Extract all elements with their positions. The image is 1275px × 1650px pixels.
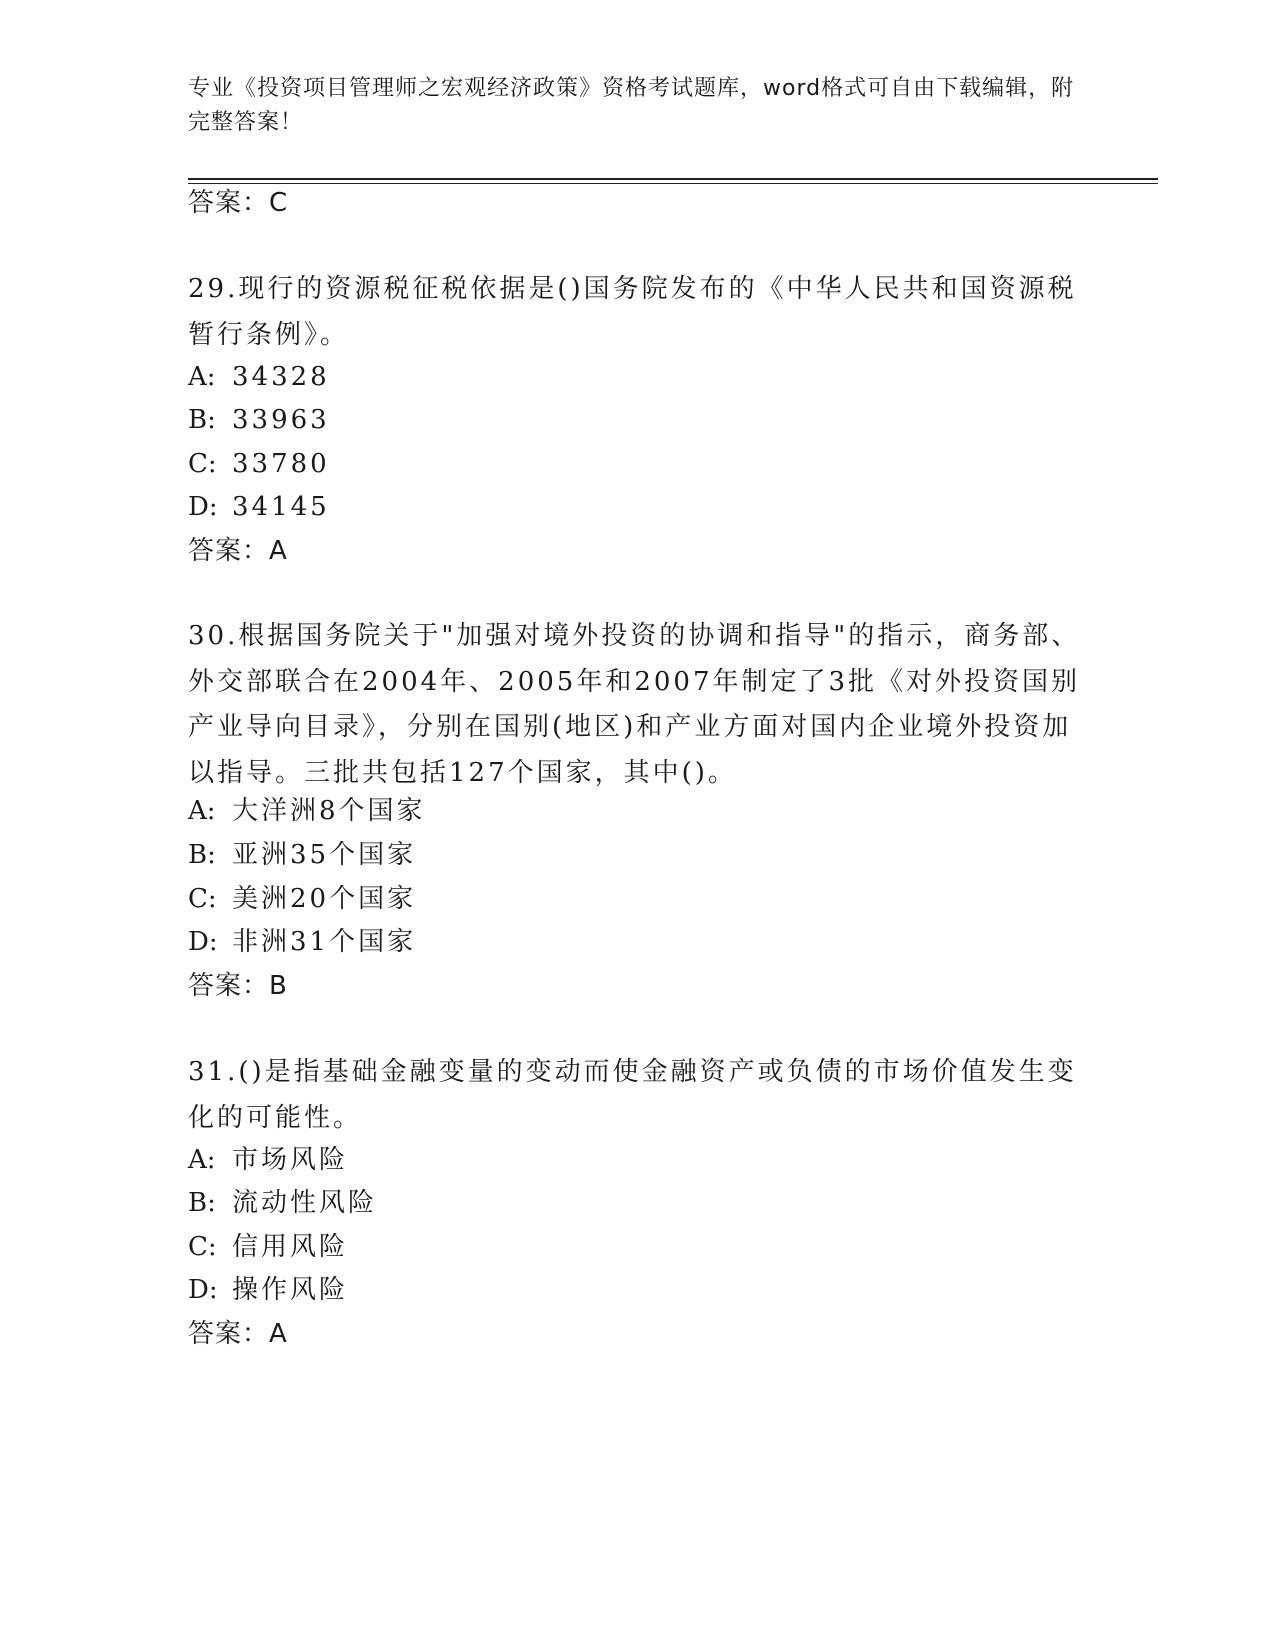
option-letter: D:	[188, 492, 218, 522]
option-text: 亚洲35个国家	[232, 840, 417, 870]
option-31-b	[188, 1186, 377, 1220]
option-letter: C:	[188, 884, 217, 914]
option-31-d	[188, 1273, 348, 1307]
option-text: 流动性风险	[232, 1188, 378, 1218]
option-text: 34145	[232, 492, 330, 522]
option-letter: B:	[188, 405, 216, 435]
option-text: 信用风险	[232, 1232, 349, 1262]
option-30-b	[188, 838, 416, 872]
option-letter: B:	[188, 1188, 216, 1218]
option-text: 操作风险	[232, 1275, 349, 1305]
option-letter: D:	[188, 927, 218, 957]
answer-label: 答案：C	[188, 188, 289, 218]
option-29-b	[188, 403, 330, 437]
option-29-a	[188, 360, 330, 394]
option-letter: C:	[188, 1232, 217, 1262]
option-letter: A:	[188, 1145, 216, 1175]
option-letter: A:	[188, 796, 216, 826]
option-text: 美洲20个国家	[232, 884, 417, 914]
answer-label: 答案：B	[188, 971, 288, 1001]
document-header: 专业《投资项目管理师之宏观经济政策》资格考试题库，word格式可自由下载编辑，附完整答案！	[188, 76, 1075, 135]
option-31-c	[188, 1230, 348, 1264]
option-text: 大洋洲8个国家	[232, 796, 426, 826]
option-letter: A:	[188, 362, 216, 392]
header-rule-thin	[188, 183, 1158, 184]
option-letter: D:	[188, 1275, 218, 1305]
option-30-d	[188, 925, 416, 959]
option-29-c	[188, 447, 330, 481]
option-text: 33963	[232, 405, 330, 435]
option-30-a	[188, 794, 426, 828]
option-text: 33780	[232, 449, 330, 479]
option-letter: B:	[188, 840, 216, 870]
option-text: 34328	[232, 362, 330, 392]
option-29-d	[188, 490, 330, 524]
question-29: 29.现行的资源税征税依据是()国务院发布的《中华人民共和国资源税暂行条例》。	[188, 274, 1077, 350]
question-31: 31.()是指基础金融变量的变动而使金融资产或负债的市场价值发生变化的可能性。	[188, 1057, 1077, 1133]
header-rule-thick	[188, 178, 1158, 180]
option-text: 非洲31个国家	[232, 927, 417, 957]
option-text: 市场风险	[232, 1145, 349, 1175]
option-31-a	[188, 1143, 348, 1177]
answer-label: 答案：A	[188, 536, 288, 566]
answer-label: 答案：A	[188, 1319, 288, 1349]
option-30-c	[188, 882, 416, 916]
question-30: 30.根据国务院关于"加强对境外投资的协调和指导"的指示，商务部、外交部联合在2004年、2005年和2007年制定了3批《对外投资国别产业导向目录》，分别在国别(地区)和产业方面对国内企业境外投资加以指导。三批共包括127个国家，其中()。	[188, 621, 1081, 788]
option-letter: C:	[188, 449, 217, 479]
